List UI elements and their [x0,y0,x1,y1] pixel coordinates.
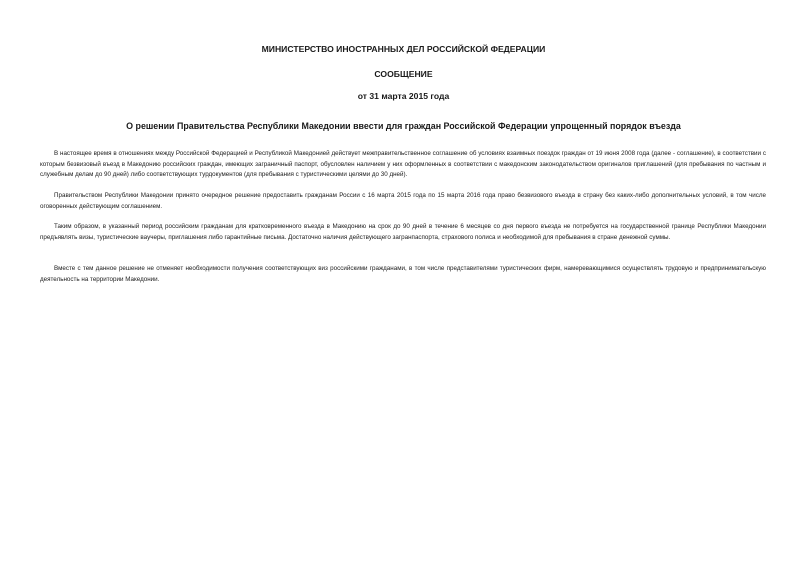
body-paragraph-3: Таким образом, в указанный период российским гражданам для кратковременного въезда в Македонию на срок до 90 дней в течение 6 месяцев со дня первого въезда не потребуется на государственной границе Республики Македонии предъявлять визы, туристические ваучеры, приглашения либо гарантийные письма. Достаточно наличия действующего загранпаспорта, страхового полиса и необходимой для пребывания в стране денежной суммы. [40,223,766,241]
body-paragraph-4: Вместе с тем данное решение не отменяет необходимости получения соответствующих виз российскими гражданами, в том числе представителями туристических фирм, намеревающимися осуществлять трудовую и предпринимательскую деятельность на территории Македонии. [40,265,766,283]
document-date: от 31 марта 2015 года [357,91,450,101]
document-type-heading: СООБЩЕНИЕ [374,69,433,79]
body-paragraph-1: В настоящее время в отношениях между Российской Федерацией и Республикой Македонией действует межправительственное соглашение об условиях взаимных поездок граждан от 19 июня 2008 года (далее - соглашение), в соответствии с которым безвизовый въезд в Македонию российских граждан, имеющих заграничный паспорт, обусловлен наличием у них оформленных в соответствии с македонским законодательством оригиналов приглашений (для пребывания по частным и служебным делам до 90 дней) либо соответствующих турдокументов (для пребывания с туристическими целями до 30 дней). [40,150,766,178]
body-paragraph-2: Правительством Республики Македонии принято очередное решение предоставить гражданам России с 16 марта 2015 года по 15 марта 2016 года право безвизового въезда в страну без каких-либо дополнительных условий, в том числе оговоренных действующим соглашением. [40,192,766,210]
issuing-ministry-heading: МИНИСТЕРСТВО ИНОСТРАННЫХ ДЕЛ РОССИЙСКОЙ ФЕДЕРАЦИИ [261,44,546,54]
document-title: О решении Правительства Республики Македонии ввести для граждан Российской Федерации упрощенный порядок въезда [126,121,681,131]
